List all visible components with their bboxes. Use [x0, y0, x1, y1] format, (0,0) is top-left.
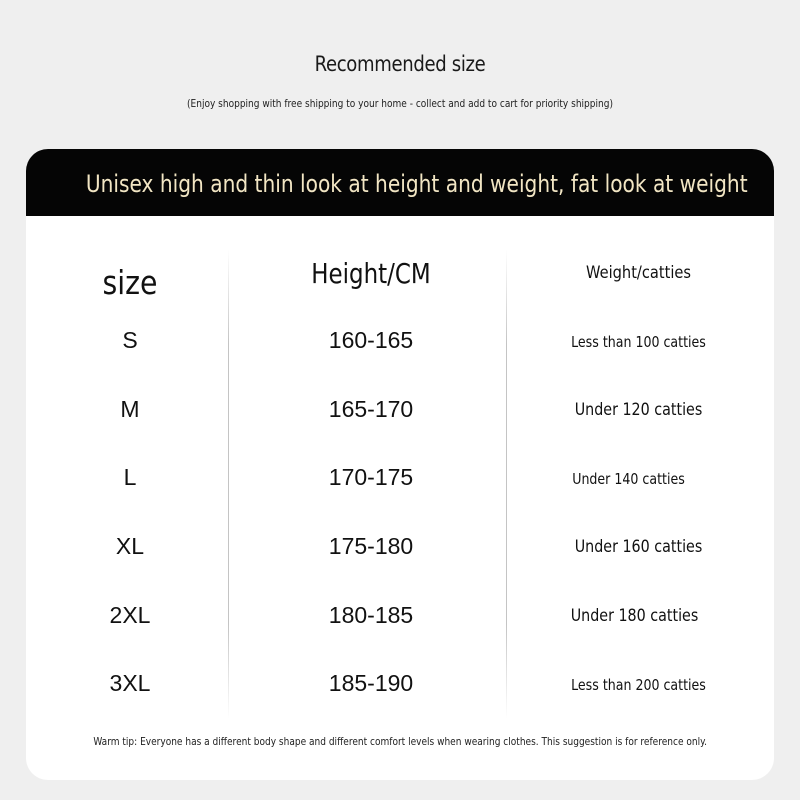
page-subtitle: (Enjoy shopping with free shipping to your home - collect and add to cart for priority shipping): [187, 97, 613, 110]
height-cell: 185-190: [328, 670, 414, 696]
size-cell: M: [120, 396, 140, 422]
column-divider: [506, 249, 507, 719]
weight-cell: Under 140 catties: [572, 470, 685, 488]
warm-tip: Warm tip: Everyone has a different body shape and different comfort levels when wearing clothes. This suggestion is for reference only.: [93, 735, 708, 748]
weight-cell: Under 160 catties: [574, 537, 703, 557]
weight-cell: Under 120 catties: [574, 400, 703, 420]
size-cell: S: [122, 327, 138, 353]
height-cell: 180-185: [328, 602, 414, 628]
size-cell: 2XL: [109, 602, 151, 628]
header-weight: Weight/catties: [585, 263, 692, 283]
banner-text: Unisex high and thin look at height and weight, fat look at weight: [85, 170, 748, 198]
weight-cell: Less than 200 catties: [571, 676, 706, 694]
height-cell: 165-170: [328, 396, 414, 422]
page-title: Recommended size: [314, 52, 486, 76]
weight-cell: Under 180 catties: [570, 606, 699, 626]
weight-cell: Less than 100 catties: [571, 333, 706, 351]
size-cell: XL: [115, 533, 145, 559]
size-chart-card: [26, 149, 774, 780]
height-cell: 170-175: [328, 464, 414, 490]
height-cell: 175-180: [328, 533, 414, 559]
size-cell: 3XL: [109, 670, 151, 696]
column-divider: [228, 249, 229, 719]
banner: [26, 149, 774, 216]
height-cell: 160-165: [328, 327, 414, 353]
header-height: Height/CM: [311, 257, 431, 290]
header-size: size: [102, 263, 158, 302]
size-cell: L: [123, 464, 137, 490]
